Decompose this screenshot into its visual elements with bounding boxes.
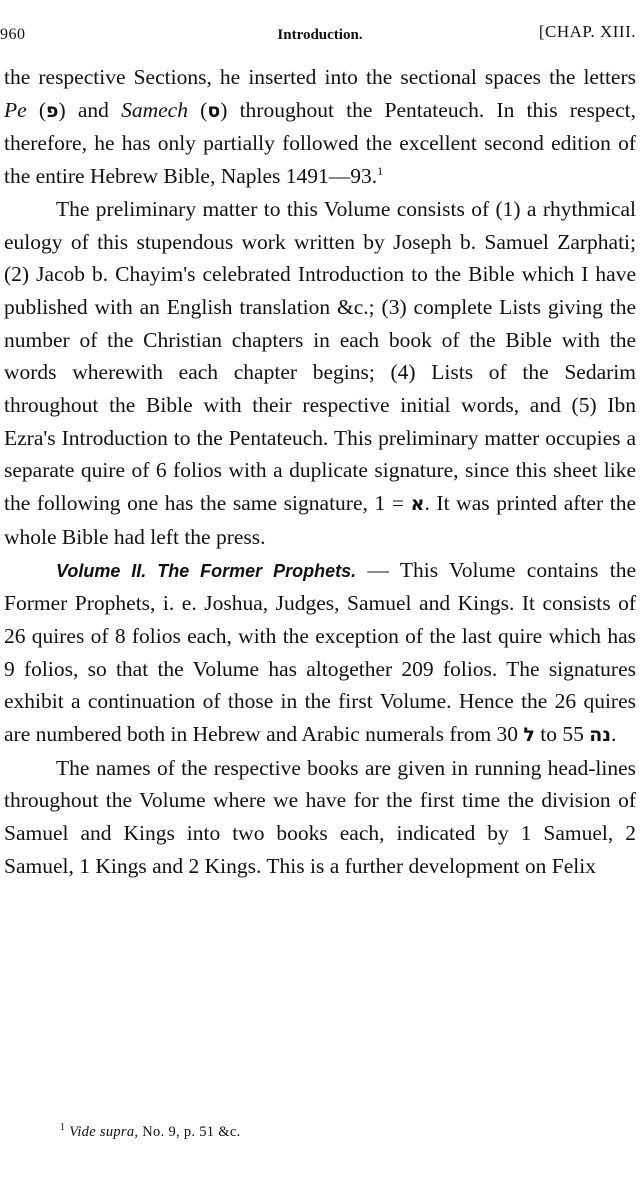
running-header (0, 22, 640, 52)
p2-text-a: The preliminary matter to this Volume consists of (1) a rhythmical eulogy of this stupendous work written by Joseph b. Samuel Zarphati; (2) Jacob b. Chayim's celebrated Introduction to the Bible which I have published with an English translation &c.; (3) complete Lists giving the number of the Christian chapters in each book of the Bible with the words wherewith each chapter begins; (4) Lists of the Sedarim throughout the Bible with their respective initial words, and (5) Ibn Ezra's Introduction to the Pentateuch. This preliminary matter occupies a separate quire of 6 folios with a duplicate signature, since this sheet like the following one has the same signature, (4, 196, 636, 516)
samech-word: Samech (121, 97, 188, 122)
p1-pe-close: ) and (58, 97, 122, 122)
p3-text-a: — This Volume contains the Former Prophets, i. e. Joshua, Judges, Samuel and Kings. It consists of 26 quires of 8 folios each, with the exception of the last quire which has 9 folios, so that the Volume has altogether 209 folios. The signatures exhibit a continuation of those in the first Volume. Hence the 26 quires are numbered both in Hebrew and Arabic numerals from (4, 557, 636, 747)
p1-text-a: the respective Sections, he inserted into the sectional spaces the letters (4, 65, 636, 89)
paragraph-1 (4, 61, 636, 193)
hebrew-numeral-nun-he: נה (589, 724, 611, 747)
section-heading-volume-ii: Volume II. The Former Prophets. (56, 560, 357, 581)
p1-pe-open: ( (26, 97, 47, 122)
footnote-reference[interactable]: 1 (377, 163, 384, 178)
page-number: 960 (0, 26, 26, 43)
footnote-text: No. 9, p. 51 &c. (138, 1124, 241, 1140)
hebrew-letter-aleph: א (410, 493, 425, 516)
page-body (4, 61, 636, 883)
footnote-marker: 1 (60, 1122, 66, 1134)
hebrew-letter-pe: פ (46, 99, 59, 122)
p4-text-a: The names of the respective books are given in running head-lines throughout the Volume where we have for the first time the division of Samuel and Kings into two books each, indicated by 1 Samuel, 2 Samuel, 1 Kings and 2 Kings. This is a further development on Felix (4, 755, 636, 878)
hebrew-numeral-lamed: ל (523, 724, 535, 747)
paragraph-2 (4, 193, 636, 554)
footnote (60, 1124, 241, 1141)
hebrew-letter-samech: ס (207, 99, 221, 122)
paragraph-3 (4, 554, 636, 752)
p3-text-c: 55. (562, 722, 617, 747)
chapter-label: [CHAP. XIII. (538, 22, 636, 41)
p1-samech-close: ) throughout the Pentateuch. In this respect, therefore, he has only partially followed the excellent second edition of the entire Hebrew Bible, Naples 1491—93. (4, 97, 636, 189)
paragraph-4 (4, 752, 636, 883)
running-title: Introduction. (277, 27, 363, 43)
footnote-italic: Vide supra, (69, 1124, 139, 1140)
pe-word: Pe (4, 97, 27, 122)
p3-text-b: 30 to (496, 722, 563, 747)
p1-samech-open: ( (187, 97, 208, 122)
p2-text-b: = 1. It was printed after the whole Bible had left the press. (4, 491, 636, 549)
